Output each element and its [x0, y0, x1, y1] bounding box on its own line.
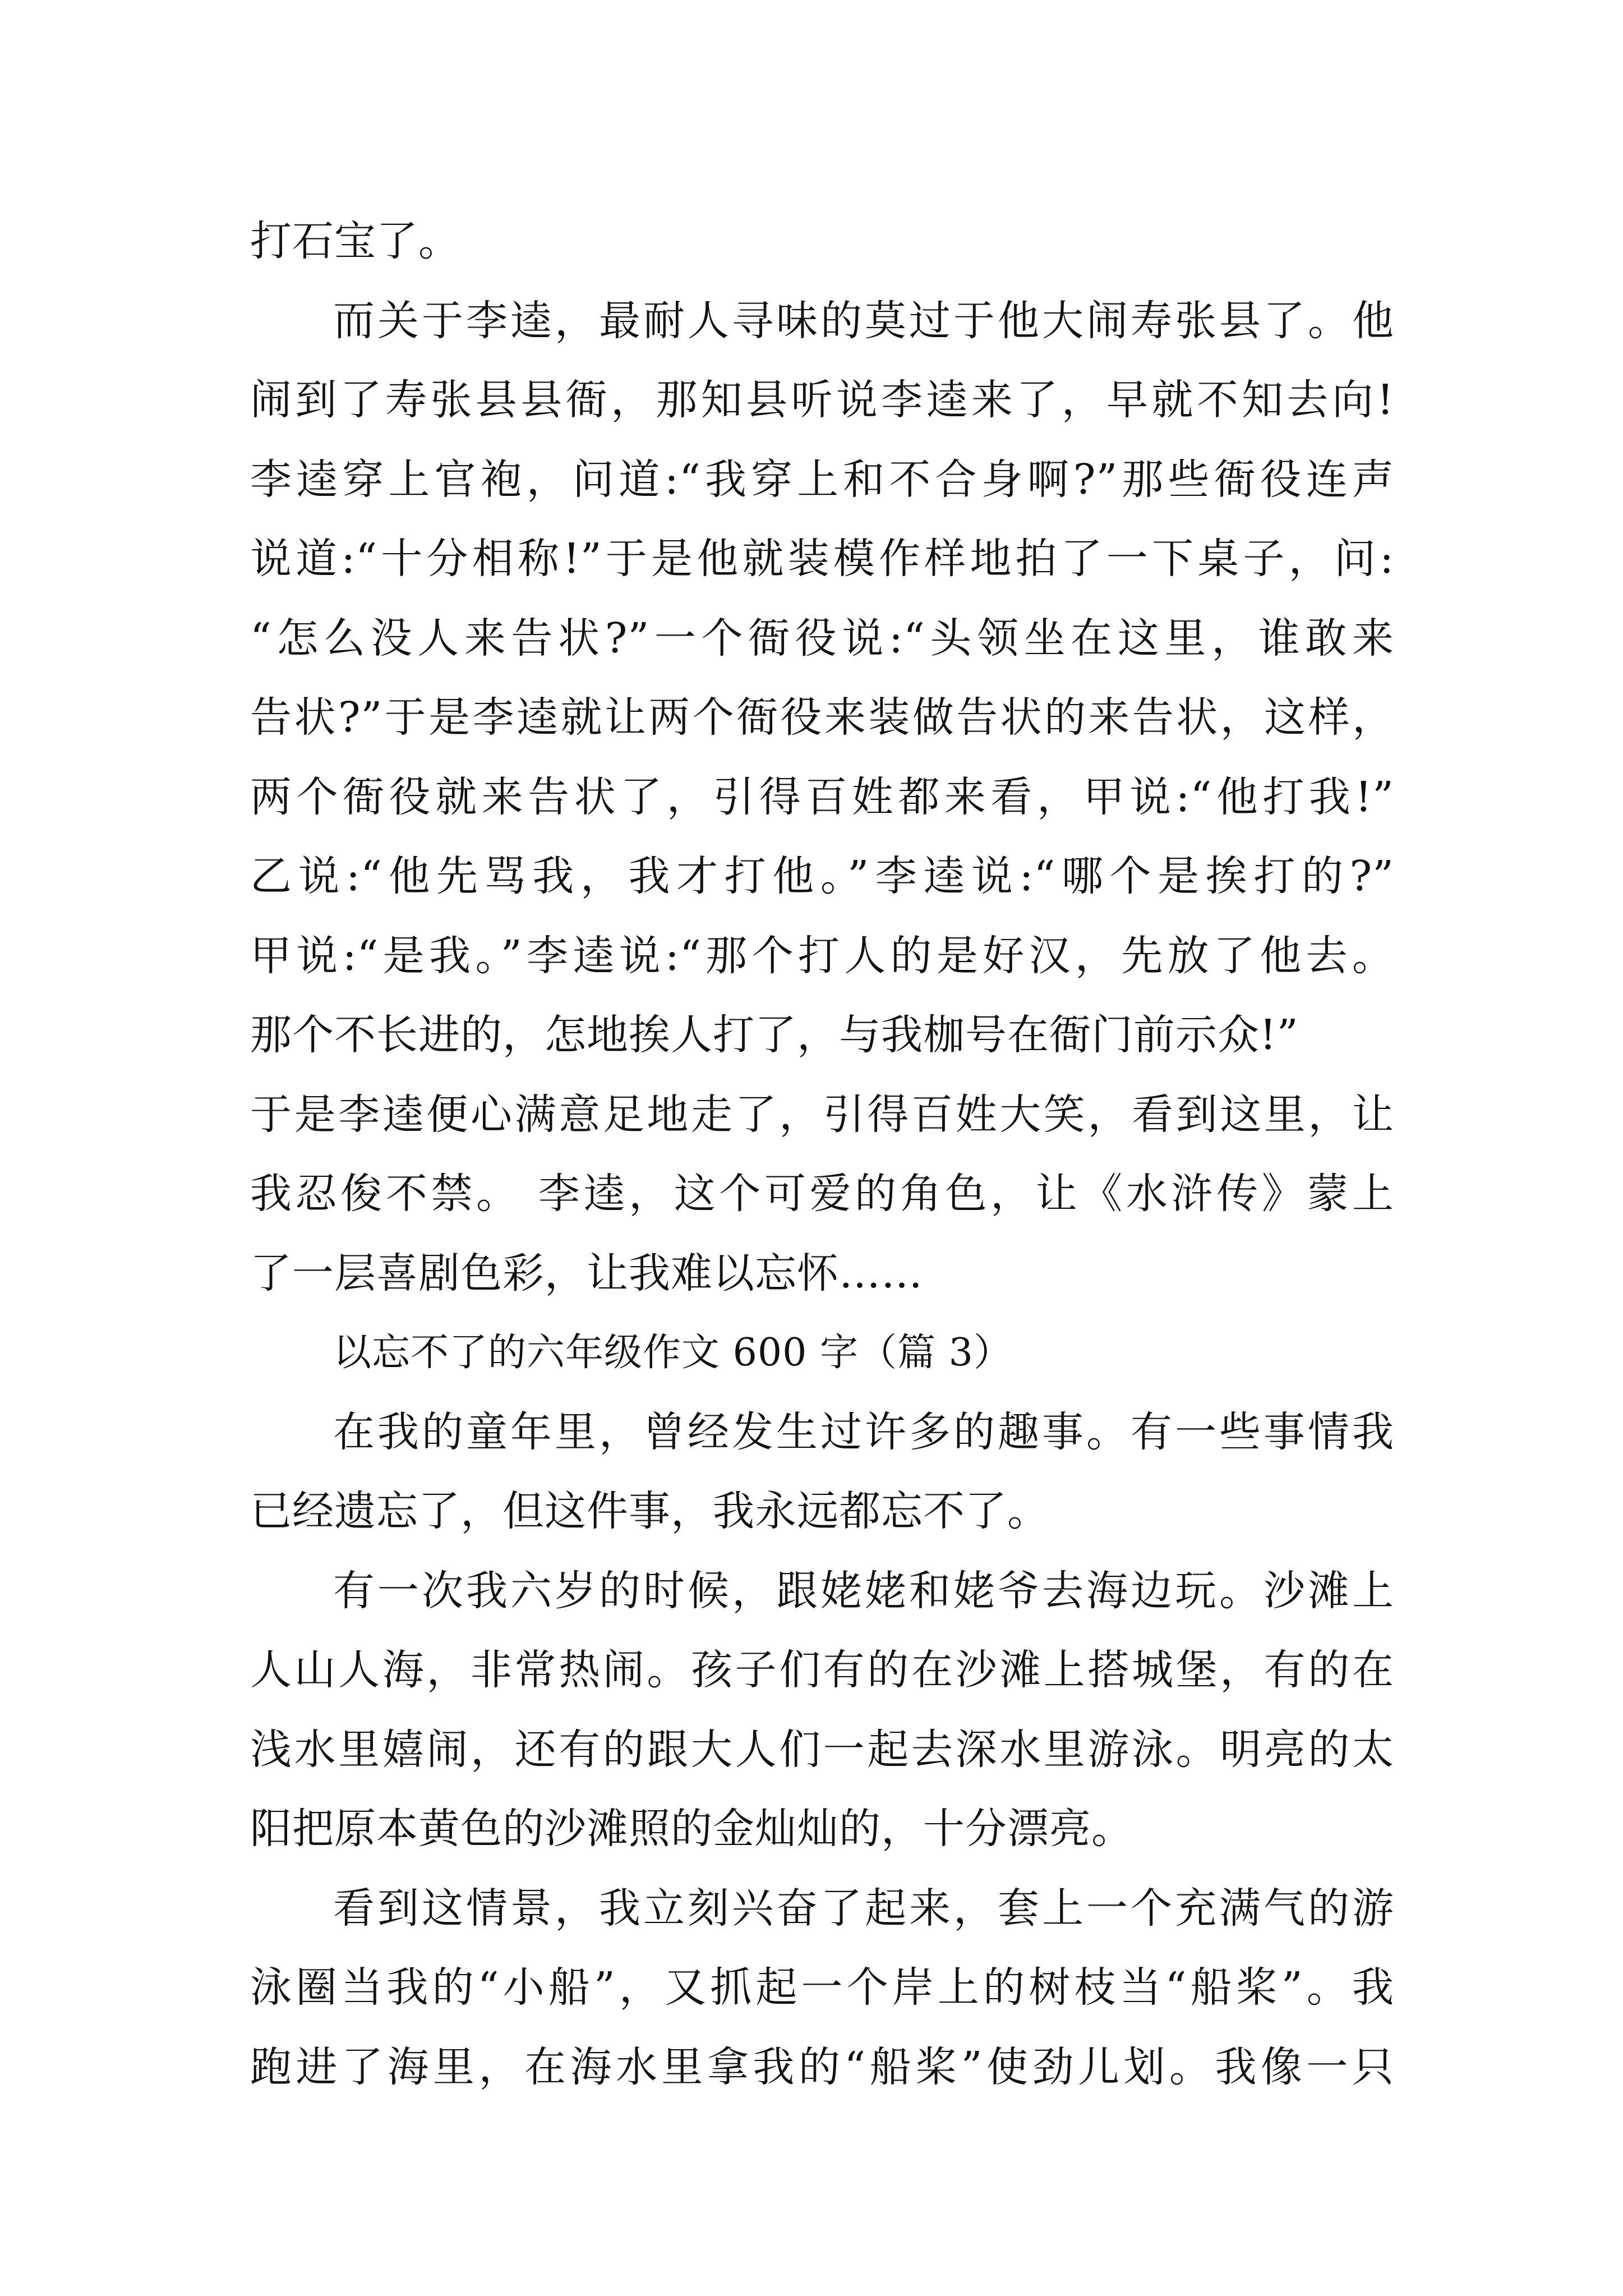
text-line: 已经遗忘了，但这件事，我永远都忘不了。	[250, 1487, 1049, 1535]
text-line: “怎么没人来告状?”一个衙役说:“头领坐在这里，谁敢来	[250, 614, 1394, 662]
paragraph-first-line: 在我的童年里，曾经发生过许多的趣事。有一些事情我	[333, 1407, 1394, 1456]
text-line: 泳圈当我的“小船”，又抓起一个岸上的树枝当“船桨”。我	[250, 1963, 1394, 2012]
text-line: 李逵穿上官袍，问道:“我穿上和不合身啊?”那些衙役连声	[250, 455, 1394, 504]
text-line: 乙说:“他先骂我，我才打他。”李逵说:“哪个是挨打的?”	[250, 852, 1394, 900]
section-heading: 以忘不了的六年级作文 600 字（篇 3）	[333, 1331, 1012, 1375]
paragraph-first-line: 而关于李逵，最耐人寻味的莫过于他大闹寿张县了。他	[333, 296, 1394, 345]
text-line: 两个衙役就来告状了，引得百姓都来看，甲说:“他打我!”	[250, 772, 1394, 821]
text-line: 打石宝了。	[250, 217, 460, 265]
text-line: 人山人海，非常热闹。孩子们有的在沙滩上搭城堡，有的在	[250, 1646, 1394, 1694]
text-line: 告状?”于是李逵就让两个衙役来装做告状的来告状，这样，	[250, 693, 1394, 742]
text-line: 阳把原本黄色的沙滩照的金灿灿的，十分漂亮。	[250, 1805, 1133, 1853]
text-line: 那个不长进的，怎地挨人打了，与我枷号在衙门前示众!”	[250, 1011, 1299, 1059]
text-line: 浅水里嬉闹，还有的跟大人们一起去深水里游泳。明亮的太	[250, 1725, 1394, 1774]
text-line: 跑进了海里，在海水里拿我的“船桨”使劲儿划。我像一只	[250, 2042, 1394, 2091]
paragraph-first-line: 有一次我六岁的时候，跟姥姥和姥爷去海边玩。沙滩上	[333, 1566, 1394, 1615]
text-line: 了一层喜剧色彩，让我难以忘怀……	[250, 1249, 923, 1297]
text-line: 于是李逵便心满意足地走了，引得百姓大笑，看到这里，让	[250, 1090, 1394, 1139]
paragraph-first-line: 看到这情景，我立刻兴奋了起来，套上一个充满气的游	[333, 1884, 1394, 1932]
document-body	[250, 202, 1394, 2107]
text-line: 甲说:“是我。”李逵说:“那个打人的是好汉，先放了他去。	[250, 931, 1394, 980]
text-line: 说道:“十分相称!”于是他就装模作样地拍了一下桌子，问:	[250, 535, 1394, 583]
text-line: 我忍俊不禁。 李逵，这个可爱的角色，让《水浒传》蒙上	[250, 1170, 1394, 1218]
text-line: 闹到了寿张县县衙，那知县听说李逵来了，早就不知去向!	[250, 376, 1394, 424]
